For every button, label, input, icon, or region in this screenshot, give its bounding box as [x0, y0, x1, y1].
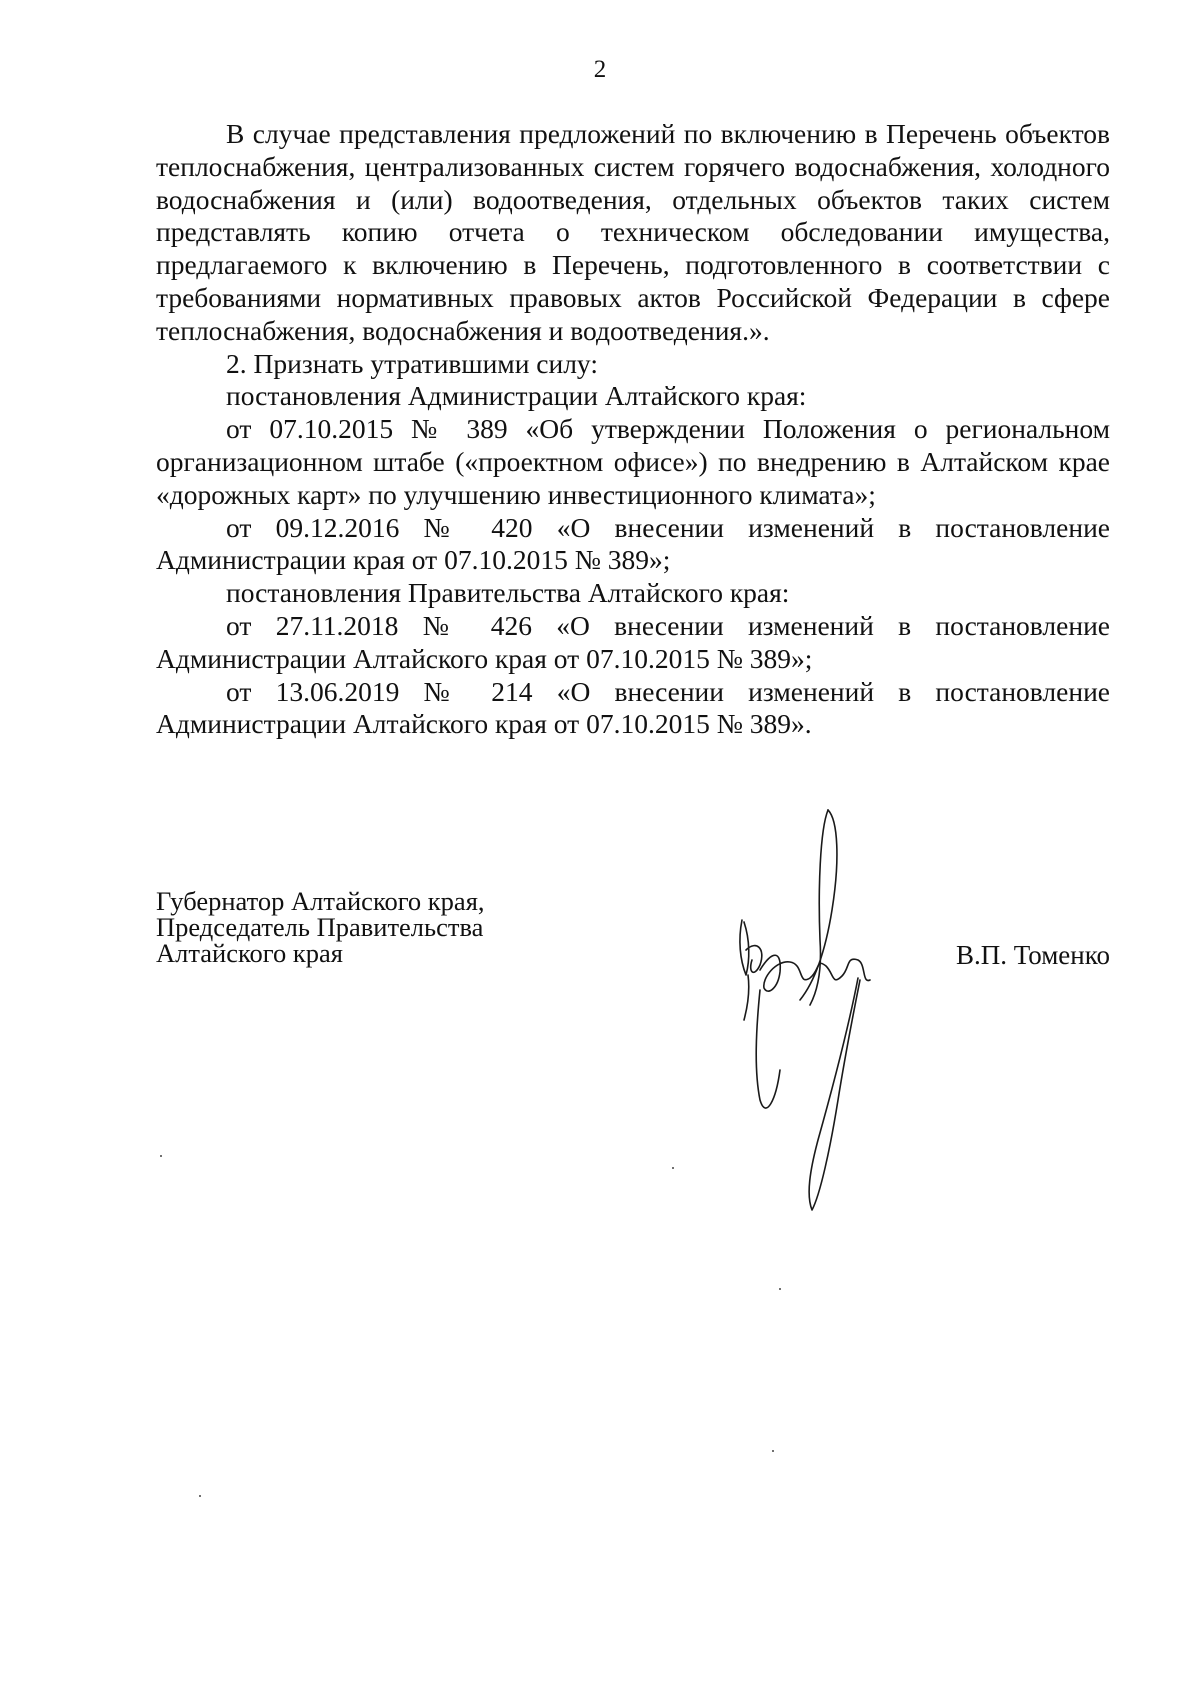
paragraph-government-resolutions: постановления Правительства Алтайского края: [226, 577, 790, 609]
signatory-position-line: Алтайского края [156, 938, 343, 968]
paragraph-resolution-426: от 27.11.2018 № 426 «О внесении изменений в постановление Администрации Алтайского края от 07.10.2015 № 389»; [156, 609, 1110, 674]
paragraph-report-requirement: В случае представления предложений по включению в Перечень объектов теплоснабжения, централизованных систем горячего водоснабжения, холодного водоснабжения и (или) водоотведения, отдельных объектов таких систем представлять копию отчета о техническом обследовании имущества, предлагаемого к включению в Перечень, подготовленного в соответствии с требованиями нормативных правовых актов Российской Федерации в сфере теплоснабжения, водоснабжения и водоотведения.». [156, 118, 1110, 346]
scan-speck [779, 1288, 781, 1290]
signatory-name: В.П. Томенко [956, 940, 1110, 970]
paragraph-administration-resolutions: постановления Администрации Алтайского края: [226, 380, 807, 412]
page-number: 2 [593, 56, 607, 83]
scan-speck [772, 1450, 774, 1452]
scan-speck [160, 1155, 162, 1157]
signatory-position-line: Губернатор Алтайского края, [156, 886, 485, 916]
scan-speck [199, 1495, 201, 1497]
paragraph-repeal-heading: 2. Признать утратившими силу: [226, 347, 598, 379]
document-body [156, 118, 1110, 741]
paragraph-resolution-389: от 07.10.2015 № 389 «Об утверждении Положения о региональном организационном штабе («проектном офисе») по внедрению в Алтайском крае «дорожных карт» по улучшению инвестиционного климата»; [156, 413, 1110, 510]
scan-speck [672, 1167, 674, 1169]
paragraph-resolution-214: от 13.06.2019 № 214 «О внесении изменений в постановление Администрации Алтайского края от 07.10.2015 № 389». [156, 675, 1110, 740]
signatory-position-line: Председатель Правительства [156, 912, 484, 942]
paragraph-resolution-420: от 09.12.2016 № 420 «О внесении изменений в постановление Администрации края от 07.10.2015 № 389»; [156, 511, 1110, 576]
handwritten-signature [720, 800, 920, 1220]
signatory-position [156, 888, 485, 966]
